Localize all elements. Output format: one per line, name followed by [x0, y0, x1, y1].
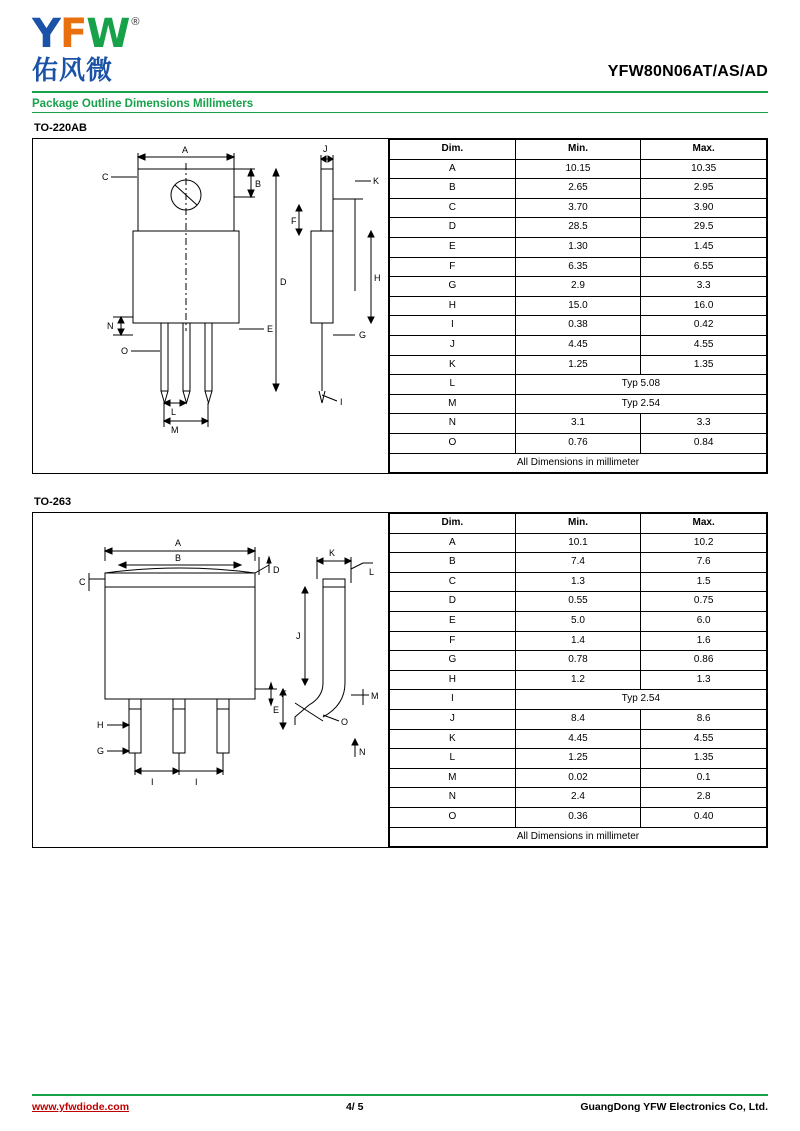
- table-row: [390, 159, 767, 179]
- cell-min: 1.2: [515, 670, 641, 690]
- cell-dim: I: [390, 690, 516, 710]
- cell-max: 0.42: [641, 316, 767, 336]
- column-header-min: Min.: [515, 140, 641, 160]
- cell-max: 3.3: [641, 414, 767, 434]
- cell-dim: I: [390, 316, 516, 336]
- table-row: [390, 316, 767, 336]
- svg-text:G: G: [97, 746, 105, 757]
- cell-min: 0.36: [515, 808, 641, 828]
- cell-min: 5.0: [515, 612, 641, 632]
- column-header-max: Max.: [641, 514, 767, 534]
- table-row: [390, 414, 767, 434]
- cell-max: 3.3: [641, 277, 767, 297]
- svg-text:C: C: [79, 577, 86, 588]
- table-row: [390, 296, 767, 316]
- svg-text:O: O: [341, 717, 349, 728]
- cell-typ: Typ 2.54: [515, 394, 766, 414]
- table-row: [390, 179, 767, 199]
- table-row: [390, 572, 767, 592]
- cell-min: 1.4: [515, 631, 641, 651]
- cell-min: 2.9: [515, 277, 641, 297]
- package-label-to263: TO-263: [34, 496, 72, 509]
- table-row: [390, 729, 767, 749]
- svg-text:O: O: [121, 346, 129, 356]
- column-header-max: Max.: [641, 140, 767, 160]
- cell-max: 1.35: [641, 749, 767, 769]
- cell-min: 1.3: [515, 572, 641, 592]
- cell-dim: J: [390, 710, 516, 730]
- cell-max: 0.40: [641, 808, 767, 828]
- cell-min: 15.0: [515, 296, 641, 316]
- cell-typ: Typ 5.08: [515, 375, 766, 395]
- cell-dim: G: [390, 651, 516, 671]
- cell-min: 6.35: [515, 257, 641, 277]
- table-row: [390, 533, 767, 553]
- registered-trademark-icon: ®: [131, 16, 140, 28]
- table-row: [390, 631, 767, 651]
- table-footnote: All Dimensions in millimeter: [390, 453, 767, 473]
- table-header-row: [390, 140, 767, 160]
- table-footnote-row: [390, 453, 767, 473]
- cell-min: 0.76: [515, 433, 641, 453]
- logo-letter-w: W: [86, 11, 130, 57]
- cell-max: 3.90: [641, 198, 767, 218]
- cell-dim: E: [390, 612, 516, 632]
- cell-max: 6.0: [641, 612, 767, 632]
- svg-text:E: E: [273, 705, 280, 716]
- section-title: Package Outline Dimensions Millimeters: [32, 98, 254, 110]
- cell-dim: L: [390, 375, 516, 395]
- table-row: [390, 670, 767, 690]
- cell-dim: C: [390, 198, 516, 218]
- page-number: 4/ 5: [345, 1101, 364, 1113]
- table-row: [390, 257, 767, 277]
- cell-min: 1.25: [515, 749, 641, 769]
- column-header-dim: Dim.: [390, 514, 516, 534]
- svg-text:J: J: [323, 144, 328, 154]
- cell-dim: F: [390, 631, 516, 651]
- cell-max: 10.35: [641, 159, 767, 179]
- cell-dim: C: [390, 572, 516, 592]
- cell-max: 8.6: [641, 710, 767, 730]
- table-row: [390, 218, 767, 238]
- table-row: [390, 433, 767, 453]
- cell-min: 1.30: [515, 237, 641, 257]
- cell-min: 0.02: [515, 768, 641, 788]
- svg-text:K: K: [329, 548, 336, 559]
- table-row: [390, 651, 767, 671]
- logo-letter-y: Y: [32, 11, 60, 57]
- cell-dim: O: [390, 808, 516, 828]
- package-table-to220ab: [389, 138, 768, 474]
- cell-dim: O: [390, 433, 516, 453]
- cell-min: 10.1: [515, 533, 641, 553]
- cell-min: 10.15: [515, 159, 641, 179]
- cell-max: 1.35: [641, 355, 767, 375]
- table-row: [390, 612, 767, 632]
- cell-min: 0.78: [515, 651, 641, 671]
- dimensions-table-to220ab: [389, 139, 767, 473]
- dimensions-table-to263: [389, 513, 767, 847]
- cell-max: 4.55: [641, 335, 767, 355]
- table-row: [390, 198, 767, 218]
- cell-dim: F: [390, 257, 516, 277]
- table-header-row: [390, 514, 767, 534]
- cell-max: 1.45: [641, 237, 767, 257]
- cell-dim: D: [390, 218, 516, 238]
- footer-divider: [32, 1094, 768, 1096]
- logo-letter-f: F: [59, 11, 87, 57]
- svg-text:D: D: [273, 565, 280, 576]
- cell-max: 16.0: [641, 296, 767, 316]
- svg-text:B: B: [175, 553, 182, 564]
- cell-min: 8.4: [515, 710, 641, 730]
- cell-max: 0.86: [641, 651, 767, 671]
- table-row: [390, 788, 767, 808]
- svg-text:F: F: [291, 216, 297, 226]
- cell-dim: K: [390, 355, 516, 375]
- cell-dim: M: [390, 768, 516, 788]
- table-row: [390, 355, 767, 375]
- column-header-min: Min.: [515, 514, 641, 534]
- package-block-to263: [32, 512, 768, 848]
- cell-min: 0.55: [515, 592, 641, 612]
- svg-text:I: I: [340, 397, 343, 407]
- cell-min: 4.45: [515, 335, 641, 355]
- cell-min: 2.65: [515, 179, 641, 199]
- cell-min: 4.45: [515, 729, 641, 749]
- table-row: [390, 768, 767, 788]
- cell-max: 7.6: [641, 553, 767, 573]
- table-row: [390, 710, 767, 730]
- svg-text:H: H: [374, 273, 381, 283]
- svg-text:K: K: [373, 176, 380, 186]
- svg-text:I: I: [151, 777, 154, 788]
- cell-dim: N: [390, 414, 516, 434]
- package-table-to263: [389, 512, 768, 848]
- svg-text:J: J: [296, 631, 301, 642]
- table-footnote-row: [390, 827, 767, 847]
- svg-text:C: C: [102, 172, 109, 182]
- svg-text:H: H: [97, 720, 104, 731]
- svg-text:M: M: [171, 425, 179, 435]
- cell-max: 1.5: [641, 572, 767, 592]
- table-row: [390, 335, 767, 355]
- column-header-dim: Dim.: [390, 140, 516, 160]
- cell-min: 0.38: [515, 316, 641, 336]
- svg-text:L: L: [171, 407, 177, 417]
- cell-dim: B: [390, 553, 516, 573]
- part-number: YFW80N06AT/AS/AD: [607, 63, 768, 80]
- cell-dim: H: [390, 296, 516, 316]
- cell-max: 2.8: [641, 788, 767, 808]
- package-block-to220ab: [32, 138, 768, 474]
- table-row: [390, 237, 767, 257]
- svg-text:E: E: [267, 324, 274, 334]
- page-footer: [32, 1094, 768, 1113]
- cell-min: 2.4: [515, 788, 641, 808]
- cell-dim: J: [390, 335, 516, 355]
- cell-max: 0.1: [641, 768, 767, 788]
- svg-text:B: B: [255, 179, 262, 189]
- svg-text:N: N: [107, 321, 114, 331]
- cell-max: 6.55: [641, 257, 767, 277]
- svg-text:A: A: [175, 538, 182, 549]
- cell-dim: A: [390, 533, 516, 553]
- cell-dim: E: [390, 237, 516, 257]
- company-logo: [32, 11, 222, 87]
- page-header: [32, 0, 768, 87]
- table-row: [390, 375, 767, 395]
- table-row: [390, 592, 767, 612]
- cell-max: 0.84: [641, 433, 767, 453]
- cell-max: 2.95: [641, 179, 767, 199]
- header-divider: [32, 91, 768, 93]
- cell-min: 28.5: [515, 218, 641, 238]
- cell-dim: L: [390, 749, 516, 769]
- to220ab-outline-drawing: [33, 139, 388, 457]
- cell-max: 4.55: [641, 729, 767, 749]
- table-row: [390, 808, 767, 828]
- cell-dim: N: [390, 788, 516, 808]
- section-divider: [32, 112, 768, 113]
- cell-min: 1.25: [515, 355, 641, 375]
- cell-max: 1.6: [641, 631, 767, 651]
- svg-text:N: N: [359, 747, 366, 758]
- table-row: [390, 553, 767, 573]
- package-drawing-to263: [32, 512, 389, 848]
- svg-text:L: L: [369, 567, 375, 578]
- website-link[interactable]: www.yfwdiode.com: [32, 1101, 130, 1113]
- svg-text:I: I: [195, 777, 198, 788]
- cell-min: 3.1: [515, 414, 641, 434]
- cell-min: 7.4: [515, 553, 641, 573]
- svg-text:A: A: [182, 145, 189, 155]
- table-footnote: All Dimensions in millimeter: [390, 827, 767, 847]
- cell-min: 3.70: [515, 198, 641, 218]
- company-name: GuangDong YFW Electronics Co, Ltd.: [580, 1101, 768, 1113]
- cell-dim: H: [390, 670, 516, 690]
- cell-max: 1.3: [641, 670, 767, 690]
- cell-max: 10.2: [641, 533, 767, 553]
- svg-text:M: M: [371, 691, 379, 702]
- cell-dim: K: [390, 729, 516, 749]
- cell-dim: G: [390, 277, 516, 297]
- table-row: [390, 690, 767, 710]
- logo-chinese-name: 佑风微: [32, 56, 114, 86]
- svg-text:D: D: [280, 277, 287, 287]
- cell-max: 0.75: [641, 592, 767, 612]
- cell-dim: A: [390, 159, 516, 179]
- svg-text:G: G: [359, 330, 367, 340]
- to263-outline-drawing: [33, 513, 388, 831]
- cell-typ: Typ 2.54: [515, 690, 766, 710]
- cell-max: 29.5: [641, 218, 767, 238]
- package-drawing-to220ab: [32, 138, 389, 474]
- table-row: [390, 277, 767, 297]
- cell-dim: B: [390, 179, 516, 199]
- table-row: [390, 749, 767, 769]
- package-label-to220ab: TO-220AB: [34, 122, 87, 134]
- cell-dim: D: [390, 592, 516, 612]
- table-row: [390, 394, 767, 414]
- cell-dim: M: [390, 394, 516, 414]
